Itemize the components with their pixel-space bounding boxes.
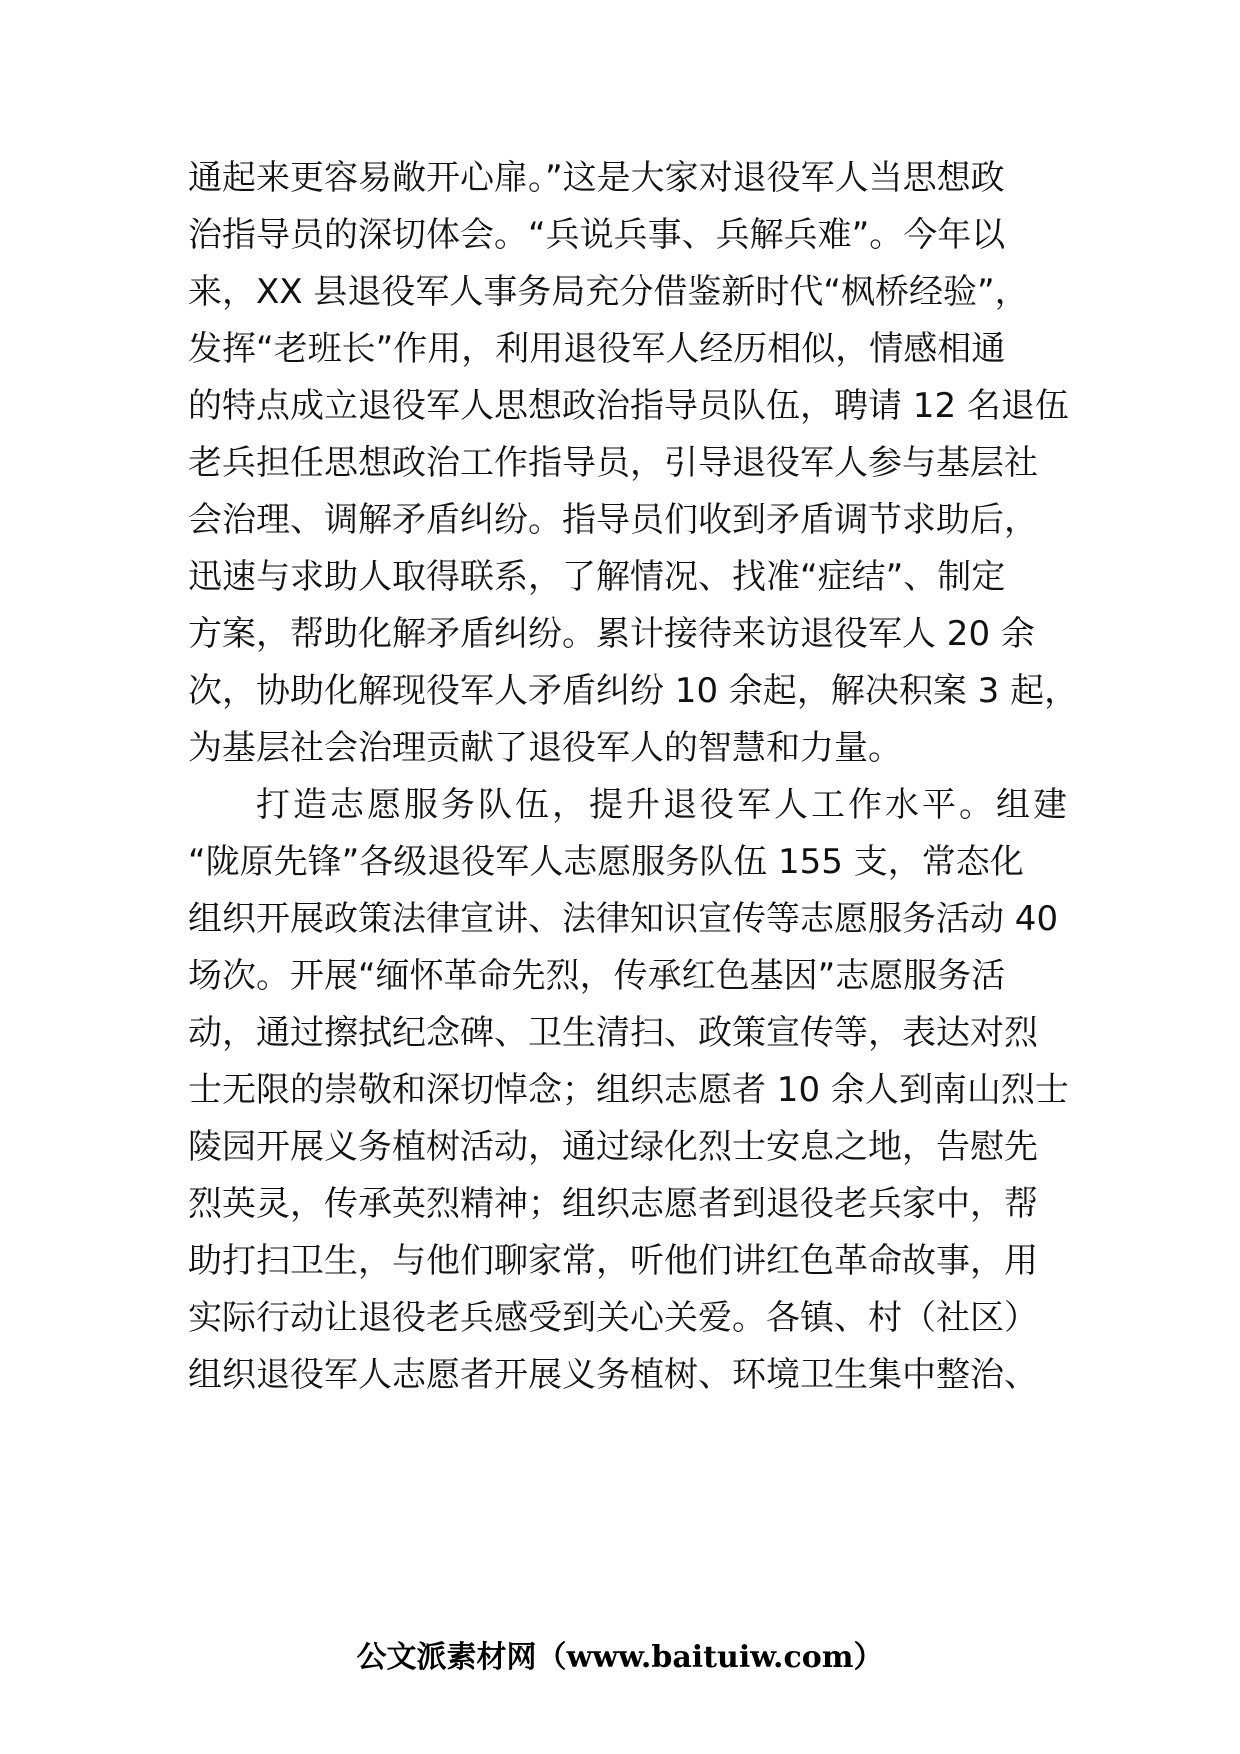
footer-source: 公文派素材网（www.baituiw.com） xyxy=(356,1640,884,1675)
paragraph-2-line-2: “陇原先锋”各级退役军人志愿服务队伍 155 支，常态化 xyxy=(188,842,1024,882)
paragraph-1-line-7: 会治理、调解矛盾纠纷。指导员们收到矛盾调节求助后， xyxy=(188,500,1038,540)
section-heading: 打造志愿服务队伍，提升退役军人工作水平。 xyxy=(256,785,996,825)
paragraph-2-first-line xyxy=(256,779,1070,831)
paragraph-2-line-6: 士无限的崇敬和深切悼念；组织志愿者 10 余人到南山烈士 xyxy=(188,1070,1069,1110)
paragraph-1-line-10: 次，协助化解现役军人矛盾纠纷 10 余起，解决积案 3 起， xyxy=(188,671,1079,711)
paragraph-1-line-1: 通起来更容易敞开心扉。”这是大家对退役军人当思想政 xyxy=(188,158,1005,198)
paragraph-1-line-6: 老兵担任思想政治工作指导员，引导退役军人参与基层社 xyxy=(188,443,1038,483)
paragraph-1-line-9: 方案，帮助化解矛盾纠纷。累计接待来访退役军人 20 余 xyxy=(188,614,1035,654)
paragraph-2-line-3: 组织开展政策法律宣讲、法律知识宣传等志愿服务活动 40 xyxy=(188,899,1059,939)
paragraph-2-line-8: 烈英灵，传承英烈精神；组织志愿者到退役老兵家中，帮 xyxy=(188,1184,1038,1224)
paragraph-2-line-11: 组织退役军人志愿者开展义务植树、环境卫生集中整治、 xyxy=(188,1355,1038,1395)
paragraph-1-line-5: 的特点成立退役军人思想政治指导员队伍，聘请 12 名退伍 xyxy=(188,386,1069,426)
paragraph-1-line-2: 治指导员的深切体会。“兵说兵事、兵解兵难”。今年以 xyxy=(188,215,1006,255)
paragraph-1-line-11: 为基层社会治理贡献了退役军人的智慧和力量。 xyxy=(188,728,902,768)
paragraph-2-line-4: 场次。开展“缅怀革命先烈，传承红色基因”志愿服务活 xyxy=(188,956,1006,996)
paragraph-1-line-4: 发挥“老班长”作用，利用退役军人经历相似，情感相通 xyxy=(188,329,1006,369)
paragraph-2-line-1-tail: 组建 xyxy=(996,785,1070,825)
paragraph-2-line-10: 实际行动让退役老兵感受到关心关爱。各镇、村（社区） xyxy=(188,1298,1038,1338)
paragraph-2-line-5: 动，通过擦拭纪念碑、卫生清扫、政策宣传等，表达对烈 xyxy=(188,1013,1038,1053)
paragraph-2-line-7: 陵园开展义务植树活动，通过绿化烈士安息之地，告慰先 xyxy=(188,1127,1038,1167)
paragraph-1-line-3: 来，XX 县退役军人事务局充分借鉴新时代“枫桥经验”， xyxy=(188,272,1029,312)
paragraph-1-line-8: 迅速与求助人取得联系，了解情况、找准“症结”、制定 xyxy=(188,557,1006,597)
paragraph-2-line-9: 助打扫卫生，与他们聊家常，听他们讲红色革命故事，用 xyxy=(188,1241,1038,1281)
